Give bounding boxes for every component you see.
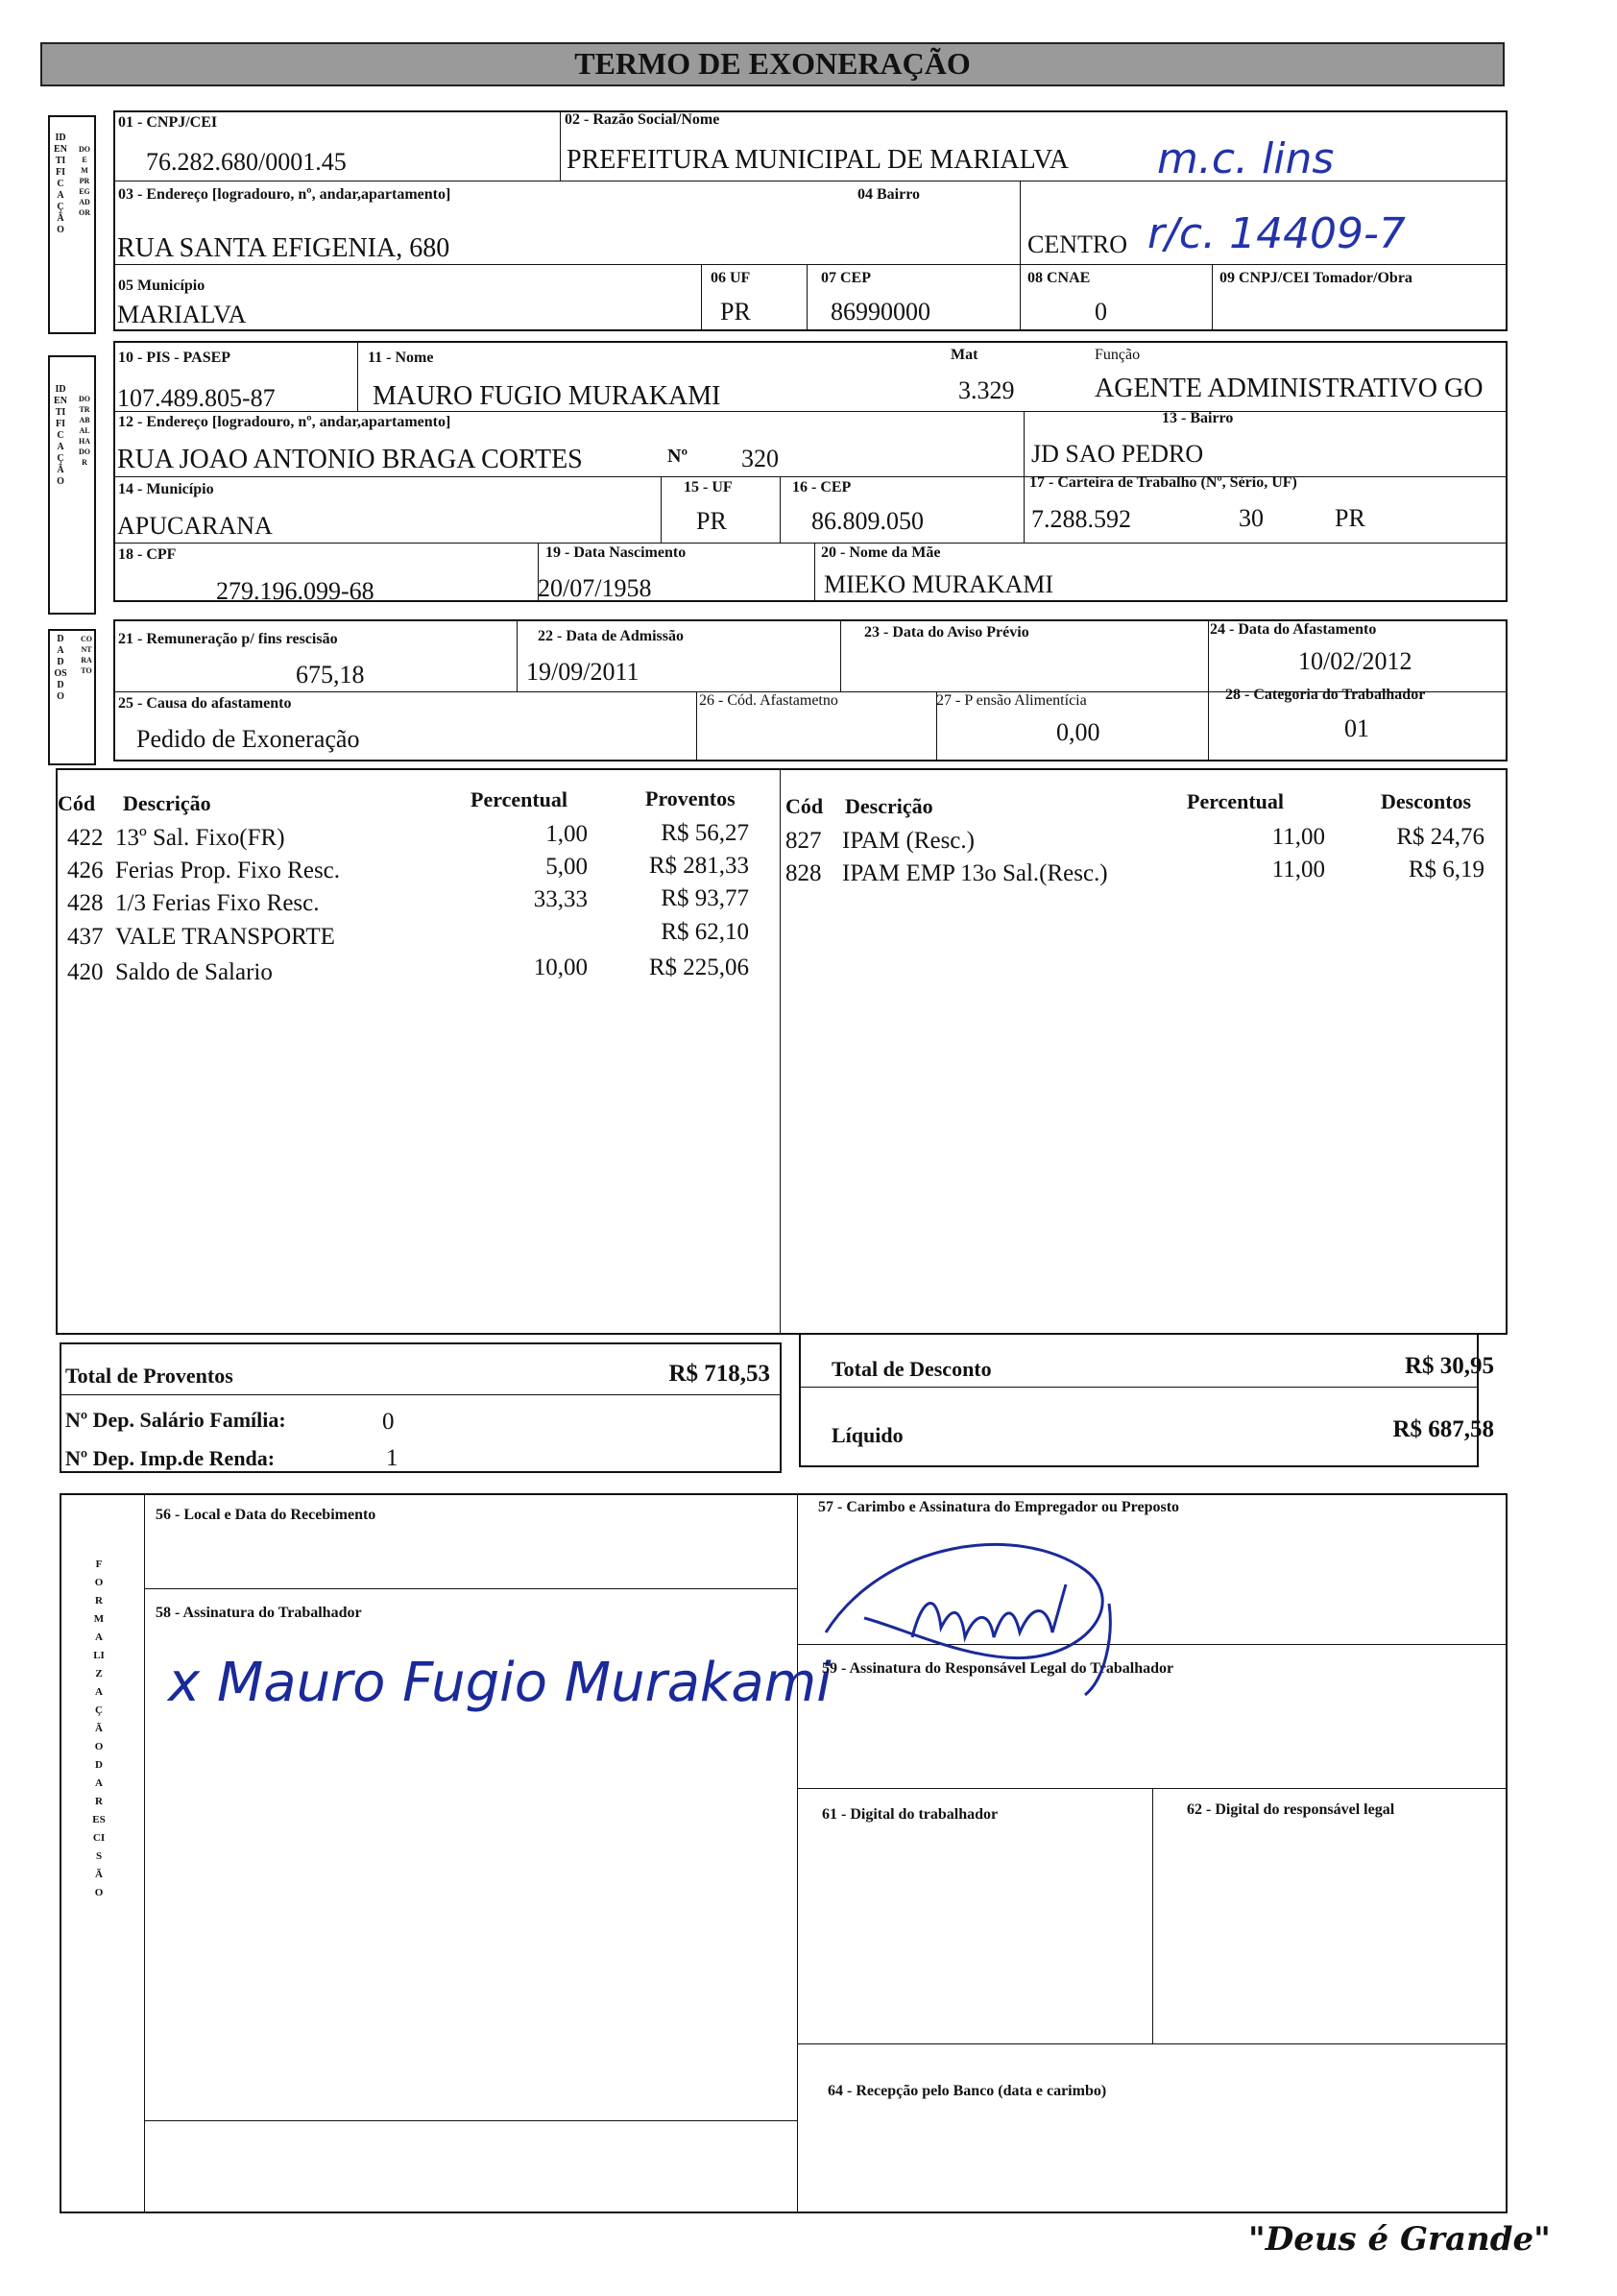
prov-desc: Ferias Prop. Fixo Resc. [115,858,341,883]
formal-side-label: FORMALIZAÇÃO DA RESCISÃO [92,1559,106,1898]
worker-municipio-value: APUCARANA [117,512,273,540]
total-proventos-label: Total de Proventos [65,1364,233,1388]
endereco-value: RUA SANTA EFIGENIA, 680 [117,233,450,263]
prov-desc: 13º Sal. Fixo(FR) [115,825,285,851]
dep-salario-label: Nº Dep. Salário Família: [65,1408,286,1432]
aviso-label: 23 - Data do Aviso Prévio [864,624,1029,640]
nome-label: 11 - Nome [368,350,434,366]
cep-value: 86990000 [831,298,930,326]
desc-desc: IPAM (Resc.) [842,828,975,854]
dep-salario-value: 0 [382,1409,395,1435]
f57-label: 57 - Carimbo e Assinatura do Empregador ou Preposto [818,1499,1180,1515]
worker-uf-value: PR [696,507,727,535]
numero-label: Nº [667,446,688,467]
mae-label: 20 - Nome da Mãe [821,544,941,561]
razao-label: 02 - Razão Social/Nome [565,111,720,128]
cnpj-label: 01 - CNPJ/CEI [118,114,218,131]
pensao-value: 0,00 [1056,718,1100,746]
employer-signature [807,1512,1174,1704]
cnae-value: 0 [1095,298,1107,326]
prov-val: R$ 225,06 [648,955,749,980]
cnpj-value: 76.282.680/0001.45 [146,148,347,176]
prov-desc: VALE TRANSPORTE [115,924,335,950]
mae-value: MIEKO MURAKAMI [824,570,1054,598]
desc-header-perc: Percentual [1187,789,1285,813]
f64-label: 64 - Recepção pelo Banco (data e carimbo) [828,2083,1107,2099]
prov-desc: Saldo de Salario [115,959,273,985]
f58-label: 58 - Assinatura do Trabalhador [156,1605,362,1621]
desc-header-val: Descontos [1381,789,1472,813]
prov-val: R$ 56,27 [661,820,749,846]
f59-label: 59 - Assinatura do Responsável Legal do Trabalhador [822,1660,1174,1677]
admissao-label: 22 - Data de Admissão [538,628,685,644]
worker-side-label: IDENTIFICAÇÃO [54,384,67,487]
prov-cod: 426 [67,858,104,883]
prov-header-desc: Descrição [123,791,211,815]
pensao-label: 27 - P ensão Alimentícia [936,692,1087,709]
prov-desc: 1/3 Ferias Fixo Resc. [115,890,320,916]
handwritten-note-1: m.c. lins [1157,134,1335,183]
page-title: TERMO DE EXONERAÇÃO [574,46,971,81]
numero-value: 320 [741,445,779,472]
remuneracao-label: 21 - Remuneração p/ fins rescisão [118,631,338,647]
desc-header-desc: Descrição [845,794,933,818]
tomador-label: 09 CNPJ/CEI Tomador/Obra [1219,270,1412,286]
nome-value: MAURO FUGIO MURAKAMI [373,381,721,411]
prov-header-perc: Percentual [471,787,568,811]
liquido-label: Líquido [832,1423,904,1447]
worker-cep-label: 16 - CEP [792,479,852,495]
prov-cod: 422 [67,825,104,851]
uf-label: 06 UF [711,270,751,286]
total-desconto-label: Total de Desconto [832,1357,992,1381]
municipio-value: MARIALVA [117,301,247,328]
desc-val: R$ 6,19 [1408,857,1484,882]
cep-label: 07 CEP [821,270,871,286]
contract-side-sublabel: CONTRATO [81,635,92,675]
total-proventos-value: R$ 718,53 [668,1361,770,1387]
worker-uf-label: 15 - UF [684,479,733,495]
worker-signature: x Mauro Fugio Murakami [168,1652,832,1714]
employer-side-sublabel: DO EMPREGADOR [79,145,90,217]
prov-header-cod: Cód [58,791,96,815]
mat-value: 3.329 [958,376,1015,404]
bairro-value: CENTRO [1027,230,1127,258]
prov-perc: 5,00 [545,854,588,880]
nasc-label: 19 - Data Nascimento [545,544,687,561]
funcao-label: Função [1095,347,1141,363]
ctps-number: 7.288.592 [1031,505,1131,533]
ctps-serie: 30 [1239,504,1264,532]
cpf-label: 18 - CPF [118,546,177,563]
prov-val: R$ 62,10 [661,919,749,945]
remuneracao-value: 675,18 [296,661,365,689]
totals-box-right [799,1333,1479,1467]
f62-label: 62 - Digital do responsável legal [1187,1801,1395,1818]
formal-box [60,1493,1508,2213]
ctps-label: 17 - Carteira de Trabalho (Nº, Sério, UF) [1029,474,1297,491]
causa-value: Pedido de Exoneração [136,725,360,753]
prov-val: R$ 281,33 [648,853,749,879]
f56-label: 56 - Local e Data do Recebimento [156,1507,376,1523]
worker-bairro-value: JD SAO PEDRO [1031,440,1204,468]
items-table [56,768,1508,1335]
desc-header-cod: Cód [785,794,824,818]
prov-cod: 437 [67,924,104,950]
worker-municipio-label: 14 - Município [118,481,214,497]
uf-value: PR [720,298,751,326]
employer-side-label: IDENTIFICAÇÃO [54,133,67,235]
worker-cep-value: 86.809.050 [811,507,924,535]
footer-motto: "Deus é Grande" [1248,2220,1551,2259]
prov-perc: 10,00 [533,955,588,980]
municipio-label: 05 Município [118,278,205,294]
prov-header-val: Proventos [645,786,736,810]
ctps-uf: PR [1335,504,1365,532]
desc-perc: 11,00 [1271,824,1325,850]
razao-value: PREFEITURA MUNICIPAL DE MARIALVA [567,145,1070,175]
pis-label: 10 - PIS - PASEP [118,350,231,366]
handwritten-note-2: r/c. 14409-7 [1147,209,1406,258]
endereco-label: 03 - Endereço [logradouro, nº, andar,apartamento] [118,186,451,203]
prov-perc: 1,00 [545,821,588,847]
prov-val: R$ 93,77 [661,885,749,911]
desc-perc: 11,00 [1271,857,1325,882]
cod-afast-label: 26 - Cód. Afastametno [699,692,838,709]
liquido-value: R$ 687,58 [1392,1416,1494,1442]
contract-side-label: DADOS DO [54,634,67,702]
worker-endereco-value: RUA JOAO ANTONIO BRAGA CORTES [117,445,583,474]
desc-cod: 827 [785,828,822,854]
mat-label: Mat [951,347,978,363]
causa-label: 25 - Causa do afastamento [118,695,292,712]
desc-desc: IPAM EMP 13o Sal.(Resc.) [842,860,1108,886]
dep-ir-value: 1 [386,1445,398,1471]
cnae-label: 08 CNAE [1027,270,1091,286]
worker-endereco-label: 12 - Endereço [logradouro, nº, andar,apartamento] [118,414,451,430]
afastamento-label: 24 - Data do Afastamento [1210,621,1377,638]
funcao-value: AGENTE ADMINISTRATIVO GO [1095,374,1484,403]
afastamento-value: 10/02/2012 [1298,647,1412,675]
f61-label: 61 - Digital do trabalhador [822,1806,999,1823]
categoria-value: 01 [1344,714,1369,742]
worker-side-sublabel: DO TRABALHADOR [79,395,90,467]
total-desconto-value: R$ 30,95 [1404,1353,1494,1379]
worker-bairro-label: 13 - Bairro [1162,410,1234,426]
pis-value: 107.489.805-87 [117,384,276,412]
prov-cod: 428 [67,890,104,916]
categoria-label: 28 - Categoria do Trabalhador [1225,687,1426,703]
desc-val: R$ 24,76 [1396,824,1484,850]
prov-cod: 420 [67,959,104,985]
desc-cod: 828 [785,860,822,886]
dep-ir-label: Nº Dep. Imp.de Renda: [65,1446,276,1470]
prov-perc: 33,33 [533,886,588,912]
nasc-value: 20/07/1958 [538,574,652,602]
admissao-value: 19/09/2011 [526,658,640,686]
cpf-value: 279.196.099-68 [216,577,374,605]
bairro-label: 04 Bairro [857,186,921,203]
